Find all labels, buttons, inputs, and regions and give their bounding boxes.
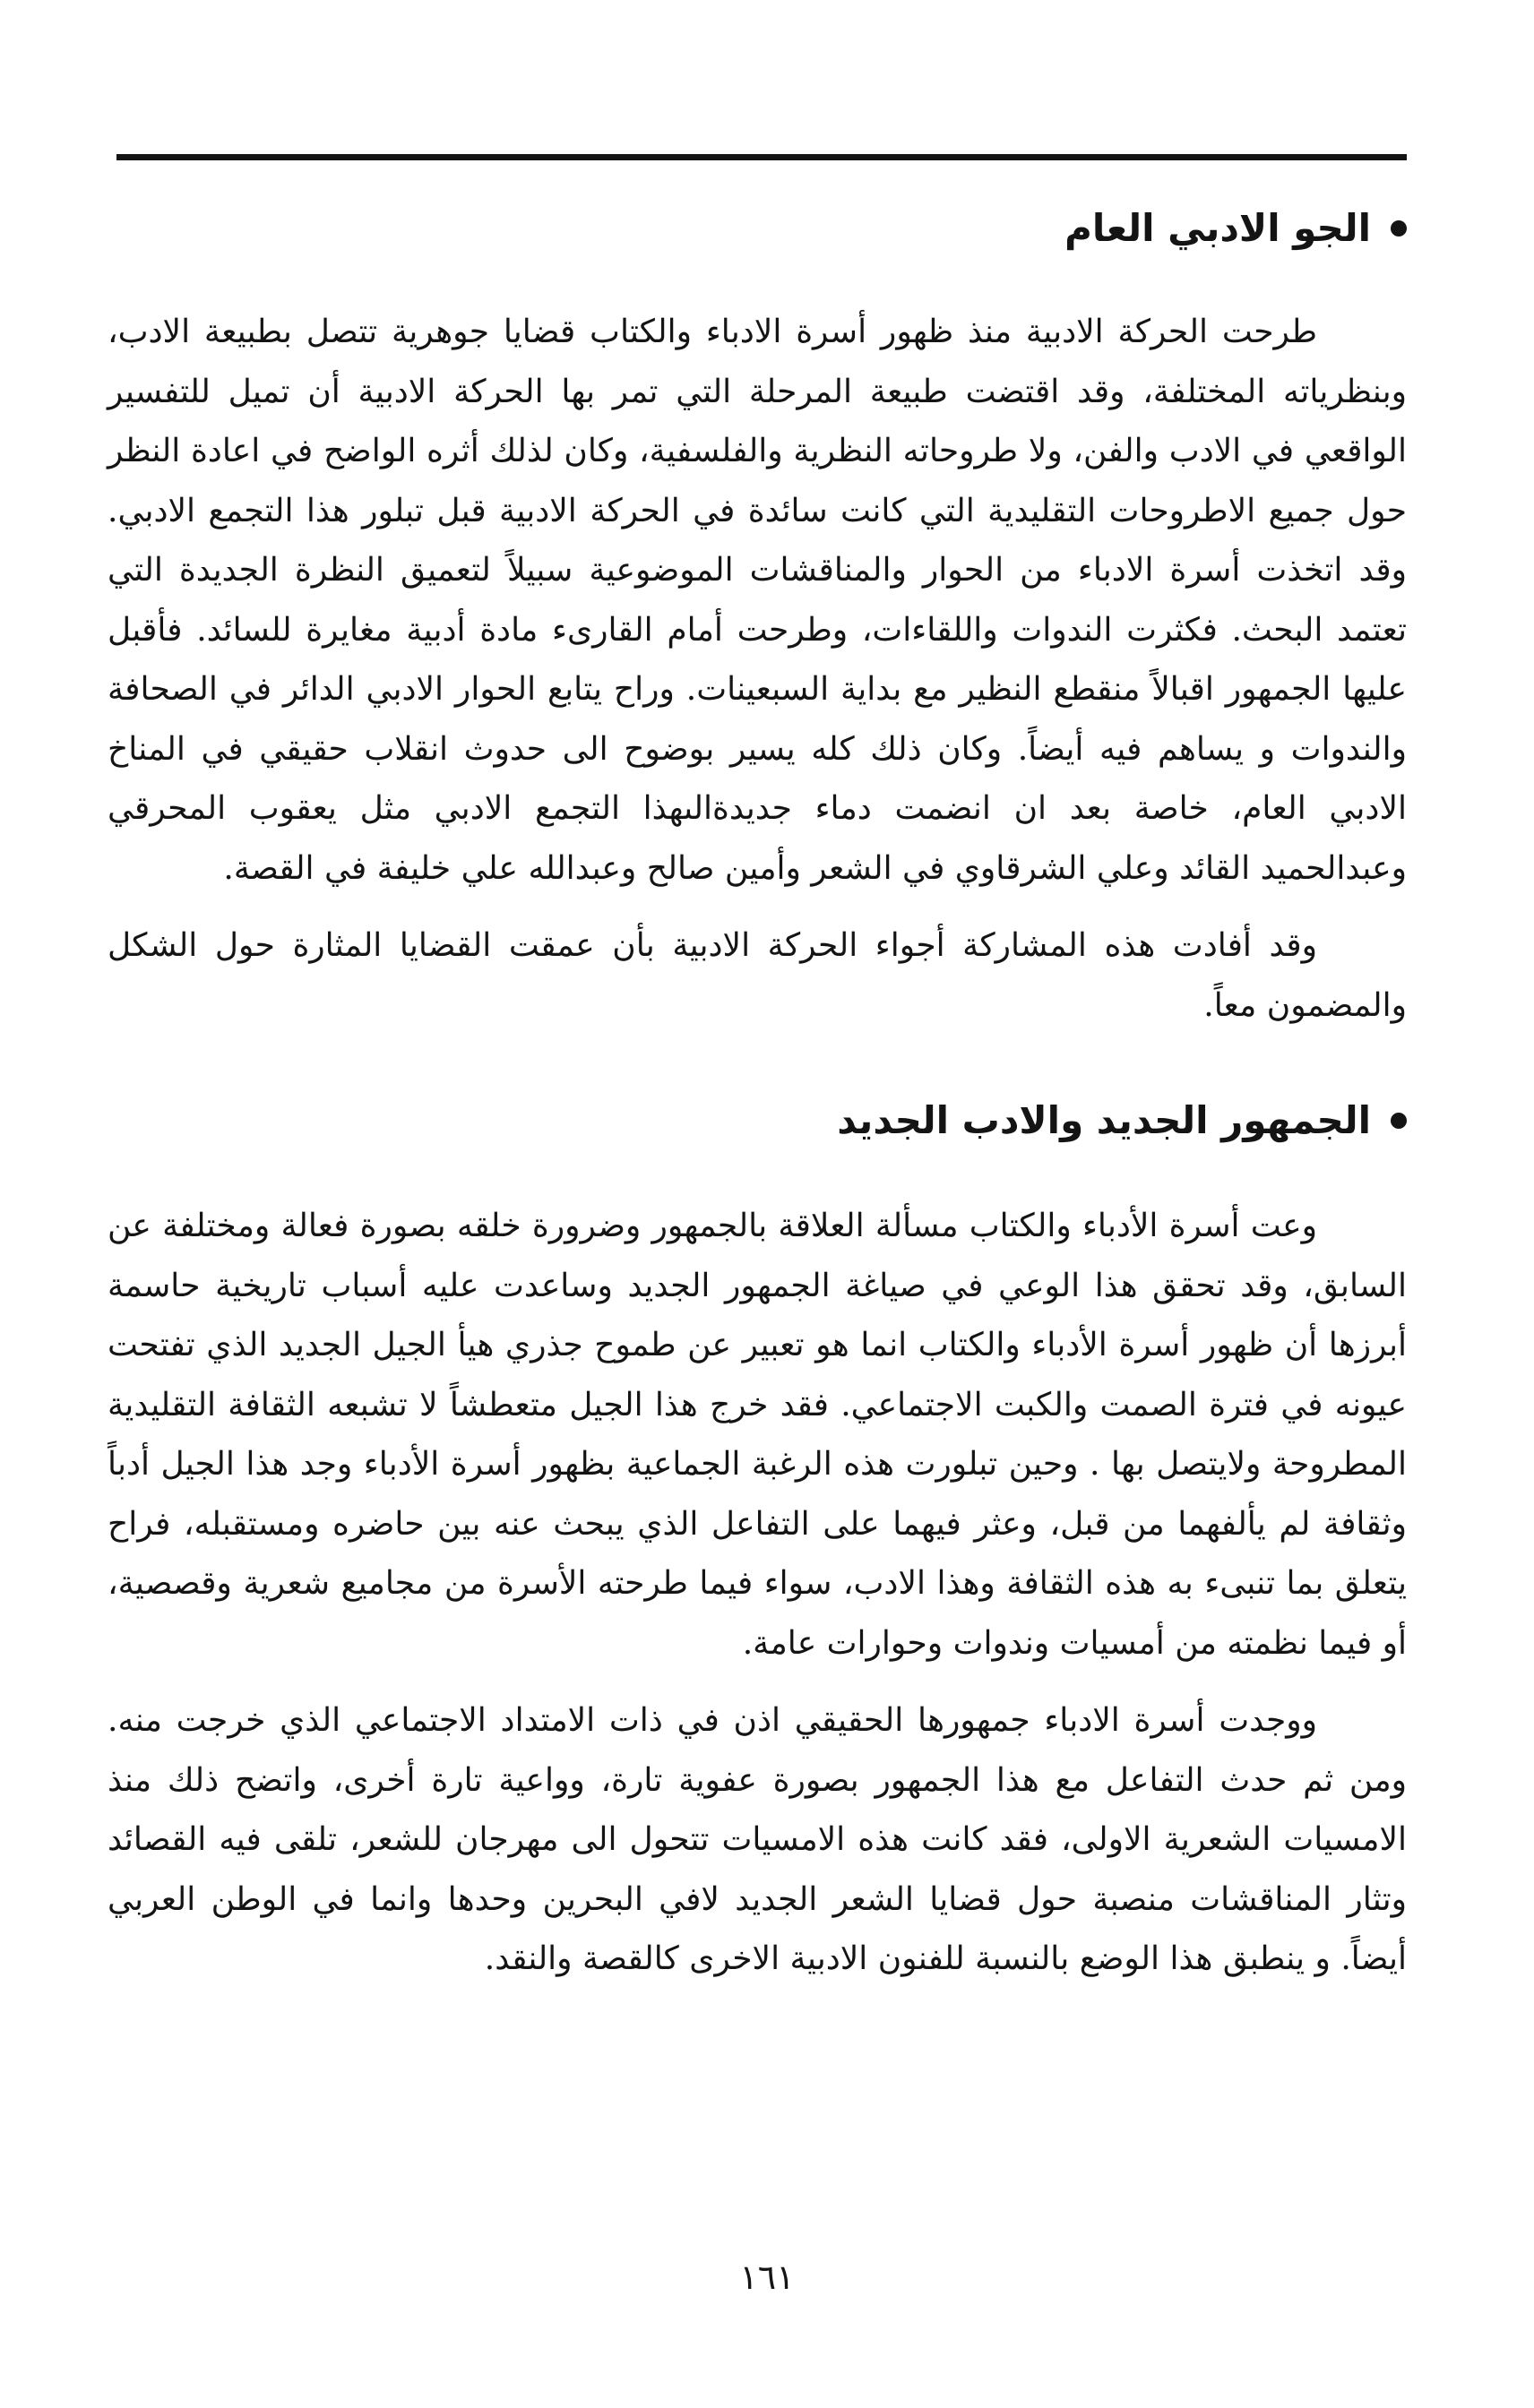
bullet-icon (1391, 1113, 1407, 1129)
bullet-icon (1391, 220, 1407, 236)
page-content (108, 188, 1407, 1990)
paragraph-3: وعت أسرة الأدباء والكتاب مسألة العلاقة بالجمهور وضرورة خلقه بصورة فعالة ومختلفة عن السابق، وقد تحقق هذا الوعي في صياغة الجمهور الجديد وساعدت عليه أسباب تاريخية حاسمة أبرزها أن ظهور أسرة الأدباء والكتاب انما هو تعبير عن طموح جذري هيأ الجيل الجديد الذي تفتحت عيونه في فترة الصمت والكبت الاجتماعي. فقد خرج هذا الجيل متعطشاً لا تشبعه الثقافة التقليدية المطروحة ولايتصل بها . وحين تبلورت هذه الرغبة الجماعية بظهور أسرة الأدباء وجد هذا الجيل أدباً وثقافة لم يألفهما من قبل، وعثر فيهما على التفاعل الذي يبحث عنه بين حاضره ومستقبله، فراح يتعلق بما تنبىء به هذه الثقافة وهذا الادب، سواء فيما طرحته الأسرة من مجاميع شعرية وقصصية، أو فيما نظمته من أمسيات وندوات وحوارات عامة. (108, 1208, 1407, 1662)
section-heading-1 (108, 188, 1407, 269)
section-heading-2 (108, 1080, 1407, 1161)
header-rule (116, 154, 1407, 160)
paragraph-1: طرحت الحركة الادبية منذ ظهور أسرة الادباء والكتاب قضايا جوهرية تتصل بطبيعة الادب، وبنظرياته المختلفة، وقد اقتضت طبيعة المرحلة التي تمر بها الحركة الادبية أن تميل للتفسير الواقعي في الادب والفن، ولا طروحاته النظرية والفلسفية، وكان لذلك أثره الواضح في اعادة النظر حول جميع الاطروحات التقليدية التي كانت سائدة في الحركة الادبية قبل تبلور هذا التجمع الادبي. وقد اتخذت أسرة الادباء من الحوار والمناقشات الموضوعية سبيلاً لتعميق النظرة الجديدة التي تعتمد البحث. فكثرت الندوات واللقاءات، وطرحت أمام القارىء مادة أدبية مغايرة للسائد. فأقبل عليها الجمهور اقبالاً منقطع النظير مع بداية السبعينات. وراح يتابع الحوار الادبي الدائر في الصحافة والندوات و يساهم فيه أيضاً. وكان ذلك كله يسير بوضوح الى حدوث انقلاب حقيقي في المناخ الادبي العام، خاصة بعد ان انضمت دماء جديدةالىهذا التجمع الادبي مثل يعقوب المحرقي وعبدالحميد القائد وعلي الشرقاوي في الشعر وأمين صالح وعبدالله علي خليفة في القصة. (108, 314, 1407, 887)
page-number: ١٦١ (739, 2258, 795, 2297)
paragraph-2: وقد أفادت هذه المشاركة أجواء الحركة الادبية بأن عمقت القضايا المثارة حول الشكل والمضمون معاً. (108, 927, 1407, 1024)
paragraph-4: ووجدت أسرة الادباء جمهورها الحقيقي اذن في ذات الامتداد الاجتماعي الذي خرجت منه. ومن ثم حدث التفاعل مع هذا الجمهور بصورة عفوية تارة، وواعية تارة أخرى، واتضح ذلك منذ الامسيات الشعرية الاولى، فقد كانت هذه الامسيات تتحول الى مهرجان للشعر، تلقى فيه القصائد وتثار المناقشات منصبة حول قضايا الشعر الجديد لافي البحرين وحدها وانما في الوطن العربي أيضاً. و ينطبق هذا الوضع بالنسبة للفنون الادبية الاخرى كالقصة والنقد. (108, 1702, 1407, 1977)
section-heading-1-text: الجو الادبي العام (1064, 206, 1371, 250)
section-heading-2-text: الجمهور الجديد والادب الجديد (837, 1098, 1371, 1142)
